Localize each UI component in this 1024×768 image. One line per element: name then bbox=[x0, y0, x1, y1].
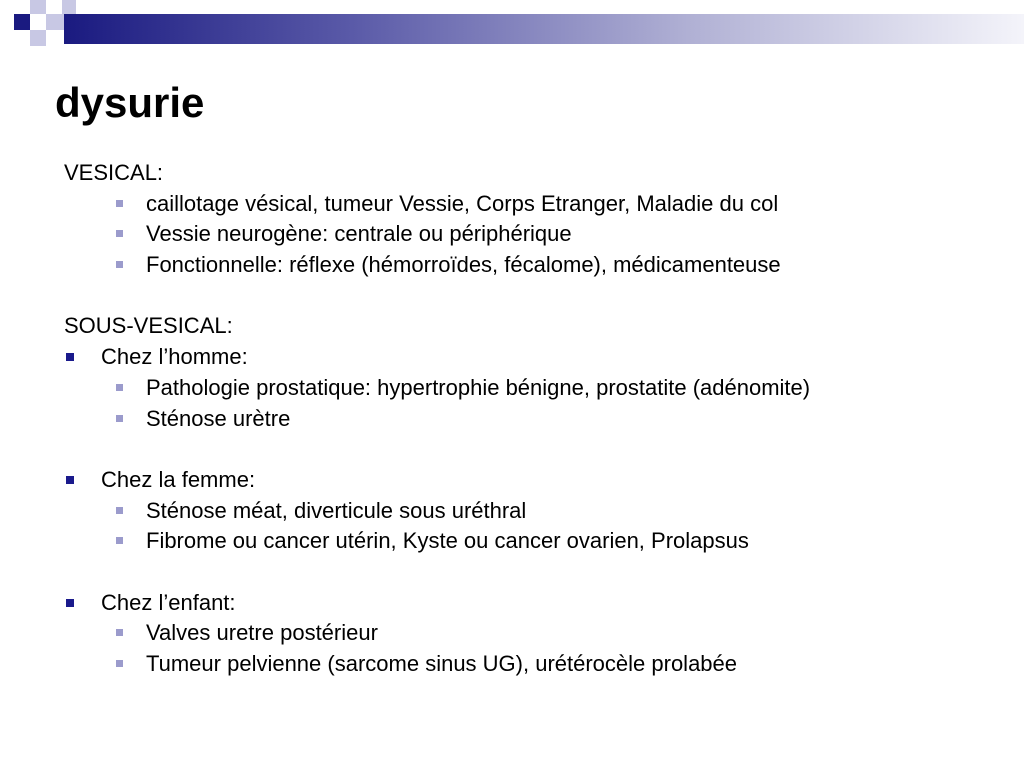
decor-square bbox=[46, 14, 64, 30]
decor-square bbox=[30, 0, 46, 14]
list-item bbox=[64, 526, 1004, 557]
group-label-text: Chez l’homme: bbox=[101, 344, 248, 370]
list-item bbox=[64, 189, 1004, 220]
list-item-text: Fonctionnelle: réflexe (hémorroïdes, fécalome), médicamenteuse bbox=[146, 252, 781, 278]
square-bullet-icon bbox=[116, 507, 123, 514]
group-label-text: Chez la femme: bbox=[101, 466, 256, 492]
square-bullet-icon bbox=[116, 230, 123, 237]
list-item bbox=[64, 404, 1004, 435]
slide-content bbox=[64, 158, 1004, 680]
square-bullet-icon bbox=[116, 200, 123, 207]
decor-square bbox=[30, 30, 46, 46]
square-bullet-icon bbox=[116, 537, 123, 544]
decor-gradient-bar bbox=[64, 14, 1024, 44]
list-item-text: Valves uretre postérieur bbox=[146, 620, 378, 646]
decor-square bbox=[14, 14, 30, 30]
square-bullet-icon bbox=[66, 476, 74, 484]
list-item bbox=[64, 496, 1004, 527]
group-label bbox=[64, 588, 1004, 619]
list-item bbox=[64, 373, 1004, 404]
list-item bbox=[64, 219, 1004, 250]
square-bullet-icon bbox=[116, 415, 123, 422]
section-heading-vesical: VESICAL: bbox=[64, 160, 164, 185]
list-item bbox=[64, 250, 1004, 281]
list-item bbox=[64, 649, 1004, 680]
group-label-text: Chez l’enfant: bbox=[101, 589, 236, 615]
square-bullet-icon bbox=[116, 384, 123, 391]
list-item-text: caillotage vésical, tumeur Vessie, Corps Etranger, Maladie du col bbox=[146, 190, 779, 216]
section-heading-sous-vesical: SOUS-VESICAL: bbox=[64, 313, 233, 339]
slide-title: dysurie bbox=[55, 79, 205, 126]
list-item bbox=[64, 618, 1004, 649]
list-item-text: Sténose urètre bbox=[146, 405, 291, 431]
decor-square bbox=[62, 0, 76, 14]
square-bullet-icon bbox=[116, 660, 123, 667]
group-label bbox=[64, 342, 1004, 373]
list-item-text: Vessie neurogène: centrale ou périphérique bbox=[146, 221, 572, 247]
list-item-text: Fibrome ou cancer utérin, Kyste ou cancer ovarien, Prolapsus bbox=[146, 528, 749, 554]
list-item-text: Tumeur pelvienne (sarcome sinus UG), urétérocèle prolabée bbox=[146, 651, 738, 676]
group-label bbox=[64, 465, 1004, 496]
list-item-text: Pathologie prostatique: hypertrophie bénigne, prostatite (adénomite) bbox=[146, 374, 811, 400]
square-bullet-icon bbox=[66, 353, 74, 361]
square-bullet-icon bbox=[116, 629, 123, 636]
header-decoration bbox=[0, 0, 1024, 60]
list-item-text: Sténose méat, diverticule sous uréthral bbox=[146, 497, 527, 523]
square-bullet-icon bbox=[116, 261, 123, 268]
square-bullet-icon bbox=[66, 599, 74, 607]
